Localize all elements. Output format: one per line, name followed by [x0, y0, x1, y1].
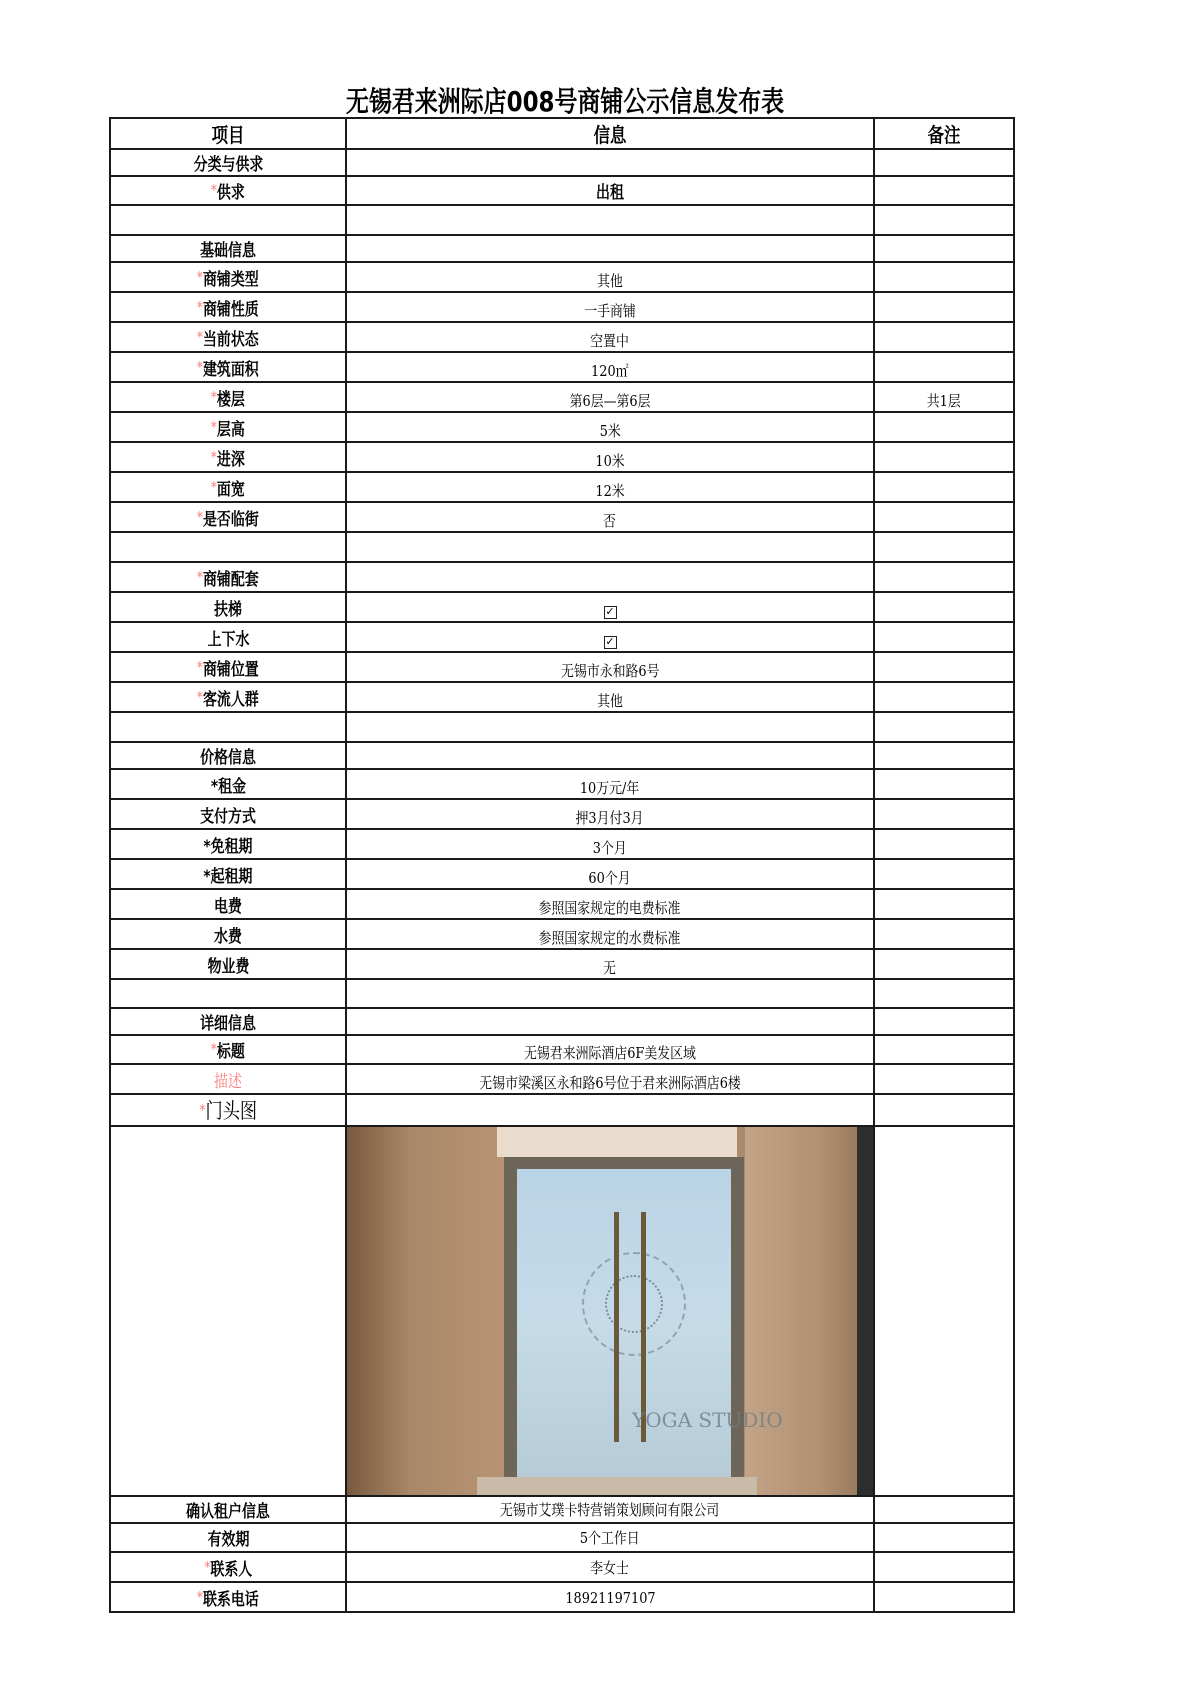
field-label: *起租期 — [203, 866, 253, 887]
required-marker: * — [210, 1040, 218, 1058]
section-row-details — [110, 1008, 1014, 1035]
section-row-facilities — [110, 562, 1014, 592]
table-row — [110, 176, 1014, 205]
section-label: 详细信息 — [200, 1014, 256, 1034]
field-label: *租金 — [210, 776, 246, 797]
header-item: 项目 — [110, 118, 346, 149]
field-label: 门头图 — [205, 1099, 257, 1123]
required-marker: * — [197, 657, 204, 676]
field-value: 出租 — [596, 183, 624, 203]
table-row — [110, 652, 1014, 682]
table-row — [110, 622, 1014, 652]
section-label: 价格信息 — [200, 748, 256, 768]
field-value: 无 — [603, 958, 617, 977]
field-label: 确认租户信息 — [186, 1502, 270, 1522]
info-table — [109, 117, 1015, 1613]
field-label: 层高 — [217, 419, 246, 440]
required-marker: * — [197, 567, 204, 586]
field-label: 商铺位置 — [203, 659, 259, 680]
field-value: 无锡市梁溪区永和路6号位于君来洲际酒店6楼 — [479, 1073, 741, 1092]
field-value: 无锡市永和路6号 — [560, 661, 660, 680]
field-label: 电费 — [214, 896, 242, 917]
yoga-studio-sign: YOGA STUDIO — [632, 1408, 783, 1432]
section-row-basic — [110, 235, 1014, 262]
table-row — [110, 262, 1014, 292]
section-label: 商铺配套 — [203, 569, 259, 590]
field-value: 参照国家规定的电费标准 — [539, 898, 681, 917]
required-marker: * — [210, 447, 218, 466]
field-value: 无锡君来洲际酒店6F美发区域 — [524, 1044, 696, 1062]
field-label: 有效期 — [207, 1530, 249, 1550]
table-row — [110, 949, 1014, 979]
header-info: 信息 — [346, 118, 874, 149]
table-row — [110, 1035, 1014, 1064]
field-value: 空置中 — [590, 331, 630, 350]
table-row — [110, 412, 1014, 442]
field-value: 押3月付3月 — [575, 808, 645, 827]
photo-row — [110, 1126, 1014, 1496]
empty-row — [110, 532, 1014, 562]
table-row — [110, 829, 1014, 859]
table-row — [110, 322, 1014, 352]
field-label: 当前状态 — [203, 329, 259, 350]
table-row — [110, 592, 1014, 622]
field-value: 否 — [603, 511, 617, 530]
required-marker: * — [210, 387, 218, 406]
table-row — [110, 292, 1014, 322]
table-row — [110, 502, 1014, 532]
table-row — [110, 472, 1014, 502]
table-row — [110, 1552, 1014, 1582]
table-row — [110, 1496, 1014, 1523]
required-marker: * — [197, 1587, 204, 1606]
field-label: 建筑面积 — [203, 359, 259, 380]
field-label: 物业费 — [207, 956, 249, 977]
field-label: *免租期 — [203, 836, 253, 857]
field-label: 支付方式 — [200, 806, 256, 827]
table-row — [110, 352, 1014, 382]
field-value: 120㎡ — [591, 361, 629, 380]
field-label: 供求 — [217, 183, 246, 203]
required-marker: * — [199, 1101, 206, 1119]
field-value: 10万元/年 — [580, 778, 640, 797]
field-value: 12米 — [595, 481, 625, 500]
section-row-price — [110, 742, 1014, 769]
table-row — [110, 919, 1014, 949]
field-value: 第6层—第6层 — [569, 391, 651, 410]
field-value: 参照国家规定的水费标准 — [539, 928, 681, 947]
field-value: 5米 — [599, 421, 621, 440]
required-marker: * — [197, 357, 204, 376]
field-label: 面宽 — [217, 479, 246, 500]
field-label: 描述 — [214, 1071, 242, 1092]
required-marker: * — [204, 1557, 211, 1576]
field-value: 10米 — [595, 451, 625, 470]
empty-row — [110, 205, 1014, 235]
header-note: 备注 — [874, 118, 1014, 149]
field-label: 商铺类型 — [203, 269, 259, 290]
field-label: 联系人 — [210, 1559, 252, 1580]
table-row — [110, 382, 1014, 412]
table-row — [110, 682, 1014, 712]
required-marker: * — [197, 687, 204, 706]
field-value: 无锡市艾璞卡特营销策划顾问有限公司 — [500, 1501, 720, 1519]
required-marker: * — [197, 267, 204, 286]
field-label: 扶梯 — [214, 599, 242, 620]
field-label: 客流人群 — [203, 689, 259, 710]
page-title: 无锡君来洲际店008号商铺公示信息发布表 — [345, 85, 785, 118]
field-value: 李女士 — [590, 1558, 630, 1577]
required-marker: * — [197, 327, 204, 346]
required-marker: * — [210, 417, 218, 436]
section-row-category — [110, 149, 1014, 176]
required-marker: * — [210, 477, 218, 496]
field-note: 共1层 — [926, 391, 961, 410]
table-row — [110, 769, 1014, 799]
field-label: 进深 — [217, 449, 246, 470]
table-row — [110, 442, 1014, 472]
field-value: 5个工作日 — [580, 1529, 640, 1547]
checkbox-escalator[interactable]: ✓ — [605, 604, 615, 618]
table-row — [110, 859, 1014, 889]
required-marker: * — [197, 507, 204, 526]
section-label: 分类与供求 — [193, 155, 263, 175]
table-row — [110, 1064, 1014, 1094]
field-value: 其他 — [597, 271, 623, 290]
field-value: 3个月 — [592, 838, 627, 857]
section-label: 基础信息 — [200, 241, 256, 261]
checkbox-water-supply[interactable]: ✓ — [605, 634, 615, 648]
field-label: 水费 — [214, 926, 242, 947]
required-marker: * — [210, 181, 218, 199]
field-label: 标题 — [217, 1042, 246, 1062]
field-label: 联系电话 — [203, 1589, 259, 1610]
empty-row — [110, 979, 1014, 1008]
field-value: 其他 — [597, 691, 623, 710]
field-value: 一手商铺 — [584, 301, 636, 320]
field-label: 楼层 — [217, 389, 246, 410]
field-label: 上下水 — [207, 629, 249, 650]
field-value: 60个月 — [588, 868, 632, 887]
required-marker: * — [197, 297, 204, 316]
field-label: 是否临街 — [203, 509, 259, 530]
table-row — [110, 799, 1014, 829]
table-header-row — [110, 118, 1014, 149]
table-row — [110, 889, 1014, 919]
storefront-photo — [347, 1127, 874, 1495]
empty-row — [110, 712, 1014, 742]
table-row — [110, 1094, 1014, 1126]
field-value: 18921197107 — [564, 1588, 656, 1607]
table-row — [110, 1582, 1014, 1612]
table-row — [110, 1523, 1014, 1552]
field-label: 商铺性质 — [203, 299, 259, 320]
door-handle-left — [614, 1212, 619, 1442]
